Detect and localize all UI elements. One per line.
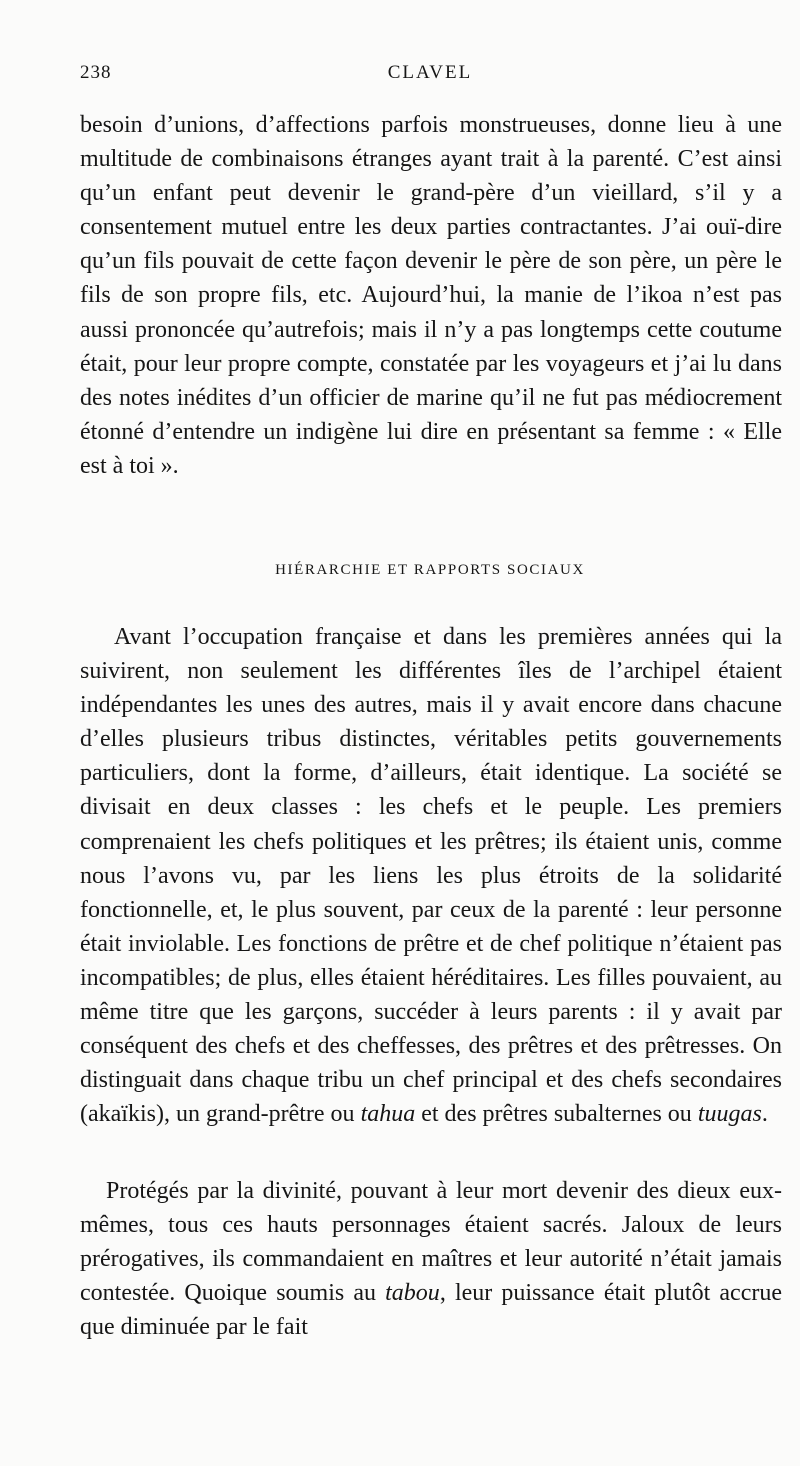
page-number: 238 [80,62,112,83]
paragraph-text [80,1174,782,1344]
section-heading: HIÉRARCHIE ET RAPPORTS SOCIAUX [275,562,585,578]
paragraph-sacred-chiefs [80,1174,782,1344]
text-run: et des prêtres subalternes ou [415,1101,698,1128]
paragraph-hierarchy [80,620,782,1131]
text-run: Protégés par la divinité, pouvant à leur mort devenir des dieux eux-mêmes, tous ces hauts personnages étaient sacrés. Jaloux de leurs prérogatives, ils commandaient en maîtres et leur autorité n’était jamais contestée. Quoique soumis au [80,1178,782,1307]
italic-term-tabou: tabou [385,1280,440,1307]
italic-term-tuugas: tuugas [697,1101,762,1128]
italic-term-tahua: tahua [360,1101,416,1128]
text-run: , leur puissance était plutôt accrue que diminuée par le fait [80,1280,783,1341]
running-title: CLAVEL [387,62,473,83]
paragraph-text: besoin d’unions, d’affections parfois monstrueuses, donne lieu à une multitude de combinaisons étranges ayant trait à la parenté. C’est ainsi qu’un enfant peut devenir le grand-père d’un vieillard, s’il y a consentement mutuel entre les deux parties contractantes. J’ai ouï-dire qu’un fils pouvait de cette façon devenir le père de son père, un père le fils de son propre fils, etc. Aujourd’hui, la manie de l’ikoa n’est pas aussi prononcée qu’autrefois; mais il n’y a pas longtemps cette coutume était, pour leur propre compte, constatée par les voyageurs et j’ai lu dans des notes inédites d’un officier de marine qu’il ne fut pas médiocrement étonné d’entendre un indigène lui dire en présentant sa femme : « Elle est à toi ». [80,112,782,479]
text-run: . [761,1101,768,1128]
paragraph-text [80,620,782,1131]
paragraph-continuation [80,108,782,483]
page-header [80,62,780,92]
text-run: Avant l’occupation française et dans les premières années qui la suivirent, non seulement les différentes îles de l’archipel étaient indépendantes les unes des autres, mais il y avait encore dans chacune d’elles plusieurs tribus distinctes, véritables petits gouvernements particuliers, dont la forme, d’ailleurs, était identique. La société se divisait en deux classes : les chefs et le peuple. Les premiers comprenaient les chefs politiques et les prêtres; ils étaient unis, comme nous l’avons vu, par les liens les plus étroits de la solidarité fonctionnelle, et, le plus souvent, par ceux de la parenté : leur personne était inviolable. Les fonctions de prêtre et de chef politique n’étaient pas incompatibles; de plus, elles étaient héréditaires. Les filles pouvaient, au même titre que les garçons, succéder à leurs parents : il y avait par conséquent des chefs et des cheffesses, des prêtres et des prêtresses. On distinguait dans chaque tribu un chef principal et des chefs secondaires (akaïkis), un grand-prêtre ou [80,624,782,1128]
